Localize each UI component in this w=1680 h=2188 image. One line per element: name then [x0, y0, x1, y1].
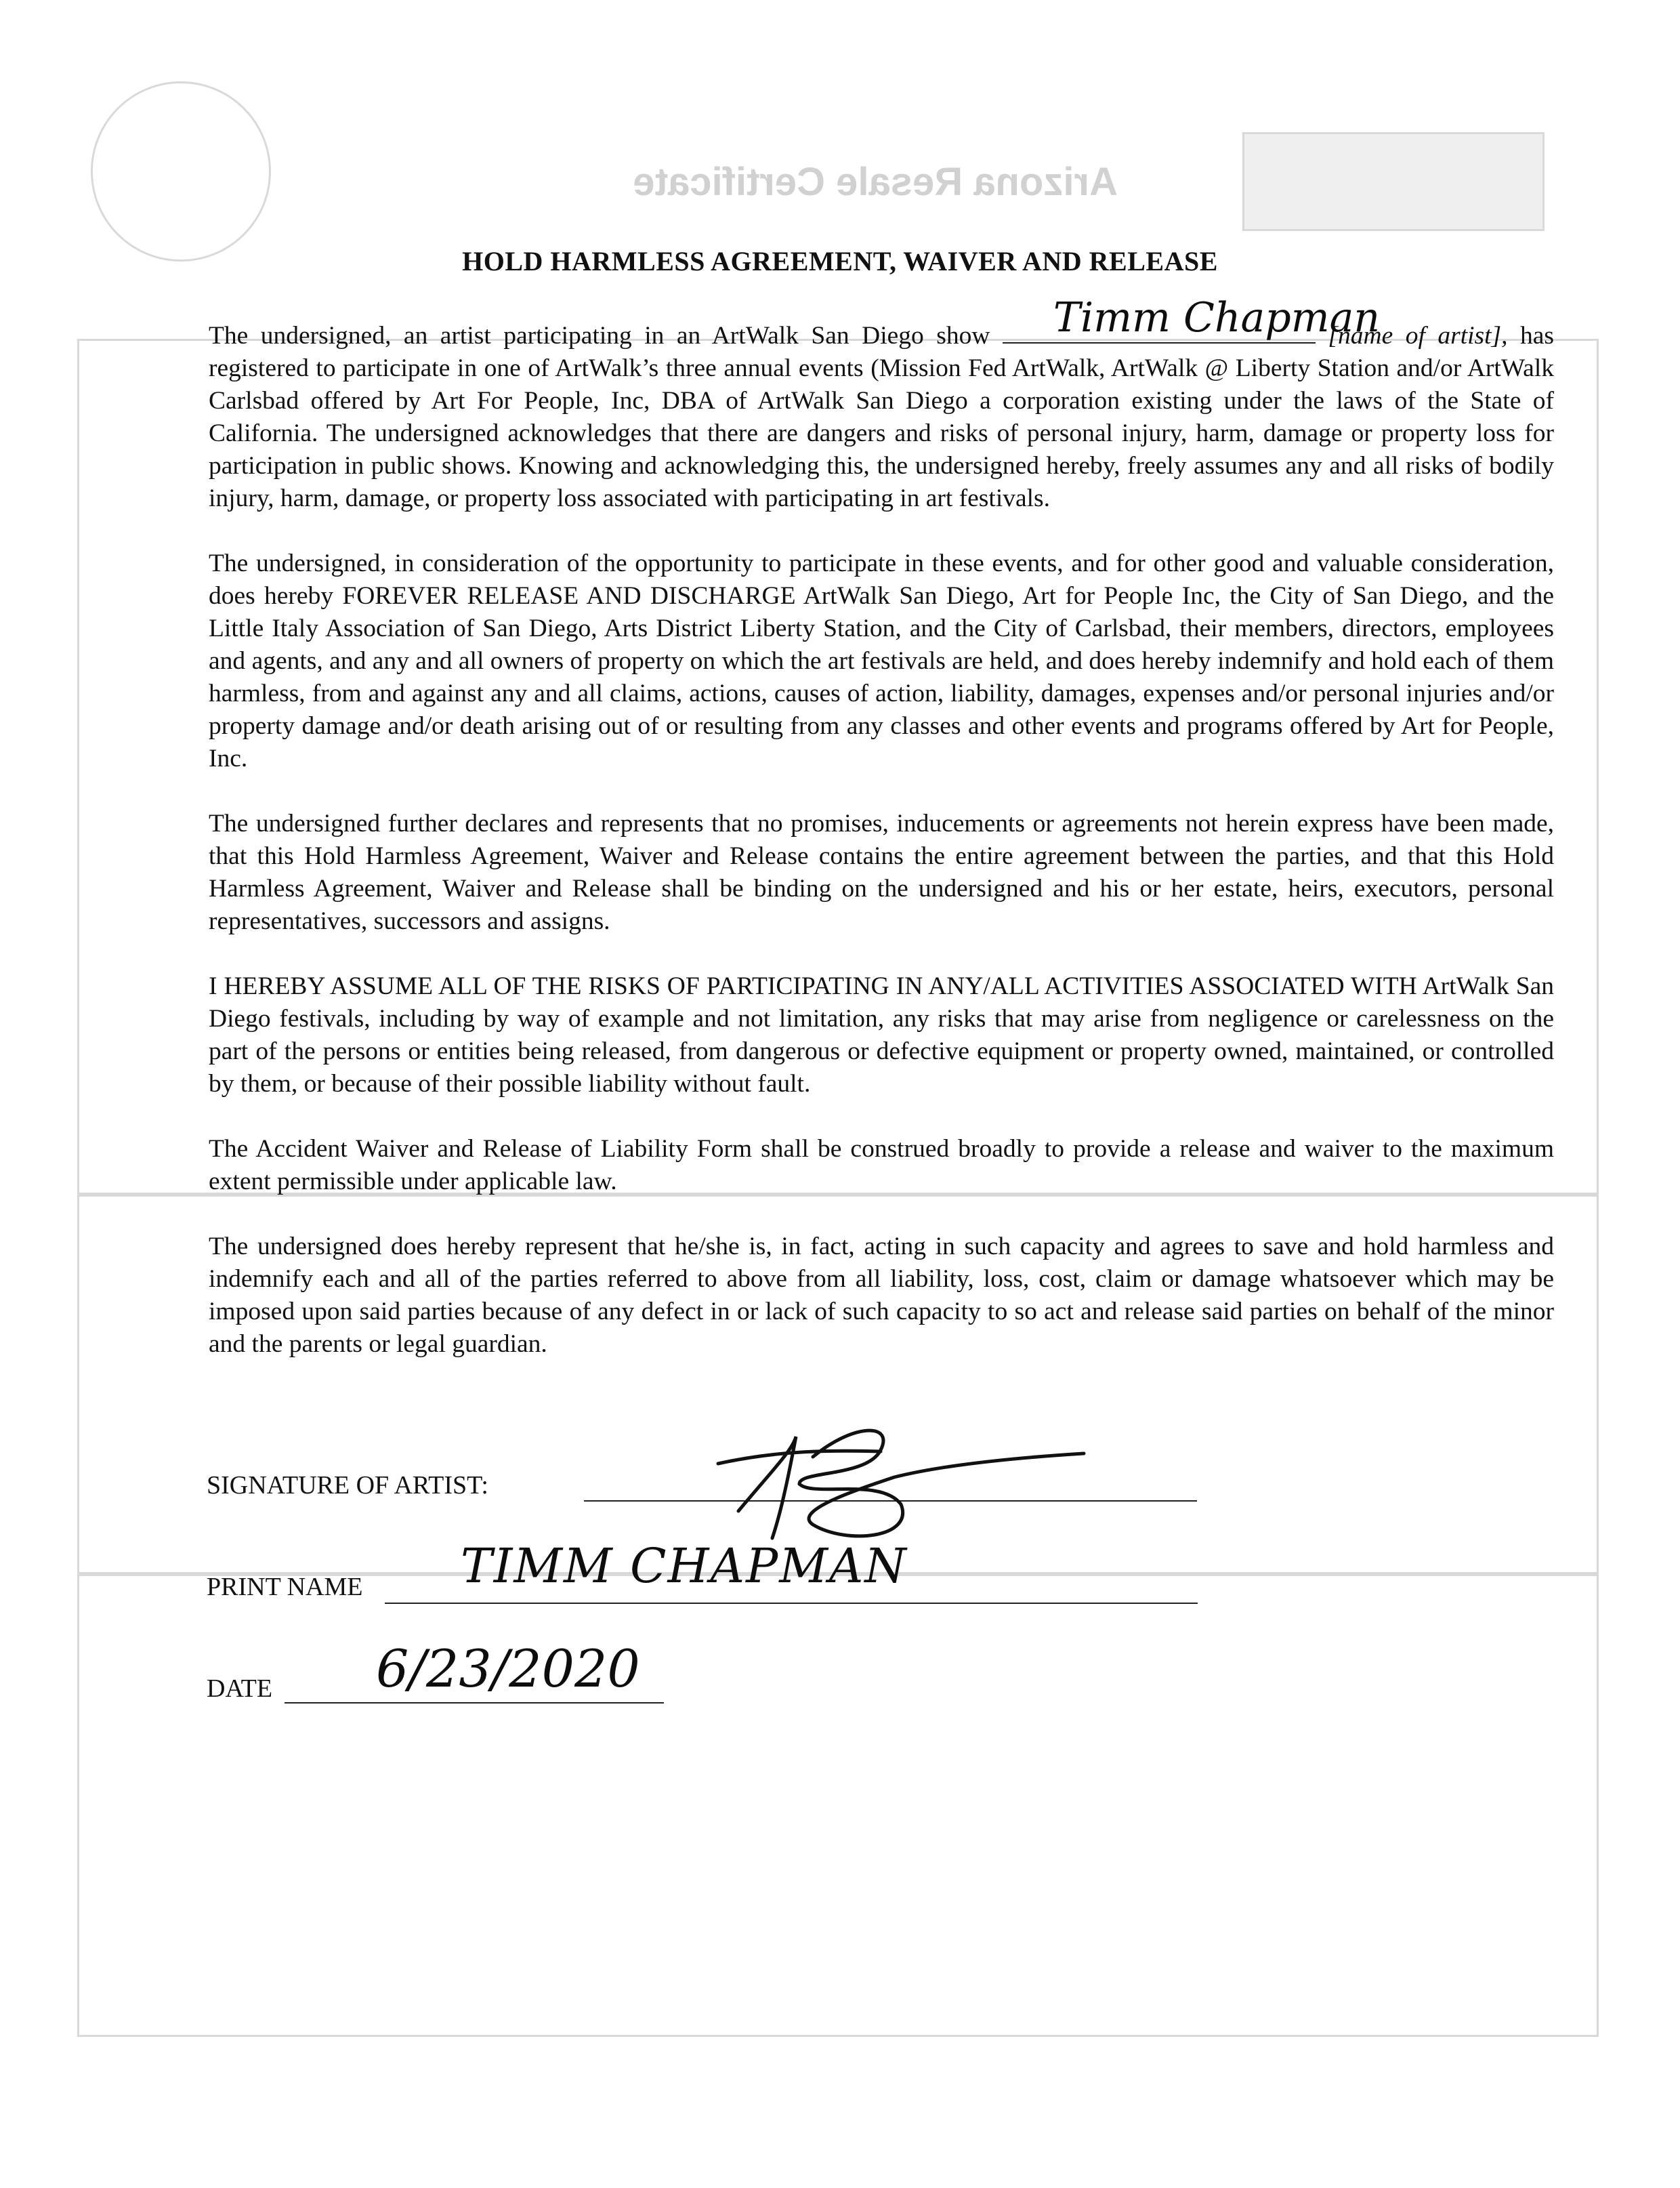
- name-of-artist-hint: [name of artist],: [1328, 322, 1508, 350]
- artist-signature-drawing: [677, 1409, 1097, 1545]
- intro-after: has registered to participate in one of ArtWalk’s three annual events (Mission Fed ArtWalk, ArtWalk @ Liberty Station and/or ArtWalk Carlsbad offered by Art For People, Inc, DBA of ArtWalk San Diego a corporation existing under the laws of the State of California. The undersigned acknowledges that there are dangers and risks of personal injury, harm, damage or property loss for participation in public shows. Knowing and acknowledging this, the undersigned hereby, freely assumes any and all risks of bodily injury, harm, damage, or property loss associated with participating in art festivals.: [209, 322, 1555, 512]
- state-seal-icon: [91, 81, 271, 262]
- signature-label: SIGNATURE OF ARTIST:: [207, 1471, 488, 1500]
- paragraph-intro: [209, 294, 1555, 515]
- reverse-side-bleed-through: Arizona Resale Certificate: [0, 0, 1680, 2188]
- date-handwriting: 6/23/2020: [376, 1638, 640, 1699]
- print-name-handwriting: TIMM CHAPMAN: [461, 1538, 908, 1594]
- paragraph-declaration: The undersigned further declares and represents that no promises, inducements or agreements not herein express have been made, that this Hold Harmless Agreement, Waiver and Release contains the entire agreement between the parties, and that this Hold Harmless Agreement, Waiver and Release shall be binding on the undersigned and his or her estate, heirs, executors, personal representatives, successors and assigns.: [209, 810, 1554, 935]
- print-name-line[interactable]: [385, 1603, 1198, 1604]
- paragraph-construction: The Accident Waiver and Release of Liability Form shall be construed broadly to provide a release and waiver to the maximum extent permissible under applicable law.: [209, 1135, 1554, 1195]
- date-line[interactable]: [285, 1702, 664, 1704]
- artist-name-field[interactable]: [1003, 294, 1381, 344]
- intro-before: The undersigned, an artist participating in an ArtWalk San Diego show: [209, 322, 990, 350]
- paragraph-release: The undersigned, in consideration of the opportunity to participate in these events, and for other good and valuable consideration, does hereby FOREVER RELEASE AND DISCHARGE ArtWalk San Diego, Art for People Inc, the City of San Diego, and the Little Italy Association of San Diego, Arts District Liberty Station, and the City of Carlsbad, their members, directors, employees and agents, and any and all owners of property on which the art festivals are held, and does hereby indemnify and hold each of them harmless, from and against any and all claims, actions, causes of action, liability, damages, expenses and/or personal injuries and/or property damage and/or death arising out of or resulting from any classes and other events and programs offered by Art for People, Inc.: [209, 550, 1554, 772]
- agreement-body: [209, 294, 1555, 1393]
- paragraph-assumption-of-risk: I HEREBY ASSUME ALL OF THE RISKS OF PARTICIPATING IN ANY/ALL ACTIVITIES ASSOCIATED WITH ArtWalk San Diego festivals, including by way of example and not limitation, any risks that may arise from negligence or carelessness on the part of the persons or entities being released, from dangerous or defective equipment or property owned, maintained, or controlled by them, or because of their possible liability without fault.: [209, 972, 1554, 1098]
- document-title: HOLD HARMLESS AGREEMENT, WAIVER AND RELEASE: [462, 246, 1218, 276]
- print-name-label: PRINT NAME: [207, 1573, 363, 1601]
- date-label: DATE: [207, 1674, 273, 1703]
- artist-name-handwriting: Timm Chapman: [1053, 294, 1381, 342]
- paragraph-capacity: The undersigned does hereby represent that he/she is, in fact, acting in such capacity and agrees to save and hold harmless and indemnify each and all of the parties referred to above from all liability, loss, cost, claim or damage whatsoever which may be imposed upon said parties because of any defect in or lack of such capacity to so act and release said parties on behalf of the minor and the parents or legal guardian.: [209, 1233, 1554, 1358]
